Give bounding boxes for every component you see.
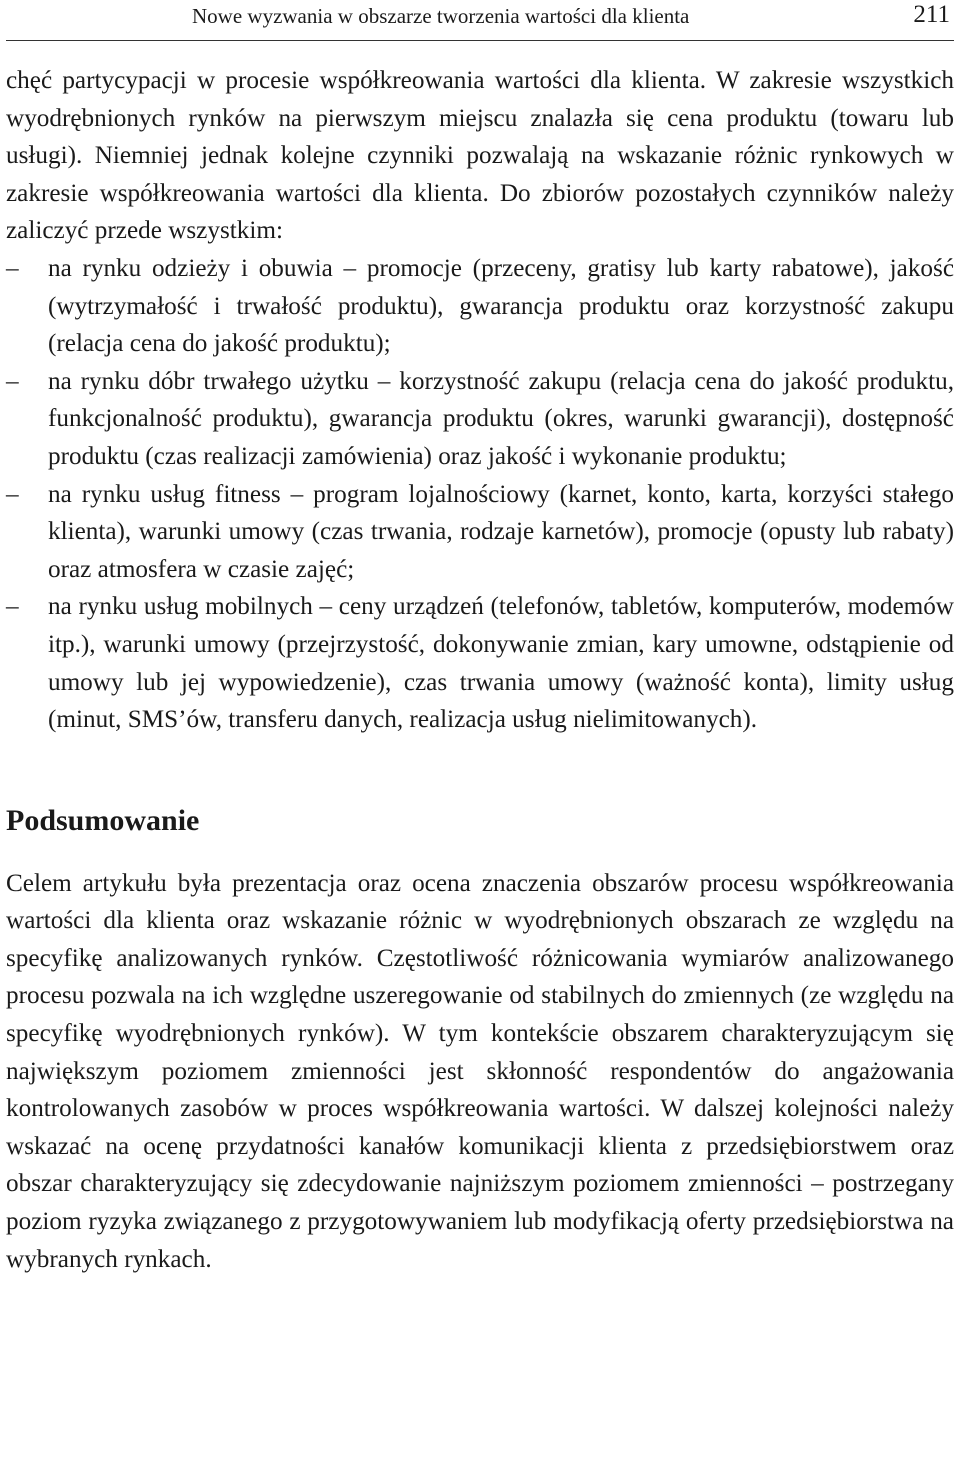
- page-body: [6, 62, 954, 1278]
- list-dash: –: [6, 593, 19, 621]
- list-item-text: na rynku dóbr trwałego użytku – korzystność zakupu (relacja cena do jakość produktu, funkcjonalność produktu), gwarancja produktu (okres, warunki gwarancji), dostępność produktu (czas realizacji zamówienia) oraz jakość i wykonanie produktu;: [48, 367, 954, 470]
- intro-paragraph: chęć partycypacji w procesie współkreowania wartości dla klienta. W zakresie wszystkich wyodrębnionych rynków na pierwszym miejscu znalazła się cena produktu (towaru lub usługi). Niemniej jednak kolejne czynniki pozwalają na wskazanie różnic rynkowych w zakresie współkreowania wartości dla klienta. Do zbiorów pozostałych czynników należy zaliczyć przede wszystkim:: [6, 67, 954, 245]
- summary-paragraph: Celem artykułu była prezentacja oraz ocena znaczenia obszarów procesu współkreowania wartości dla klienta oraz wskazanie różnic w wyodrębnionych obszarach ze względu na specyfikę analizowanych rynków. Częstotliwość różnicowania wymiarów analizowanego procesu pozwala na ich względne uszeregowanie od stabilnych do zmiennych (ze względu na specyfikę wyodrębnionych rynków). W tym kontekście obszarem charakteryzującym się największym poziomem zmienności jest skłonność respondentów do angażowania kontrolowanych zasobów w proces współkreowania wartości. W dalszej kolejności należy wskazać na ocenę przydatności kanałów komunikacji klienta z przedsiębiorstwem oraz obszar charakteryzujący się zdecydowanie najniższym poziomem zmienności – postrzegany poziom ryzyka związanego z przygotowywaniem lub modyfikacją oferty przedsiębiorstwa na wybranych rynkach.: [6, 869, 954, 1273]
- list-item-text: na rynku odzieży i obuwia – promocje (przeceny, gratisy lub karty rabatowe), jakość (wytrzymałość i trwałość produktu), gwarancja produktu oraz korzystność zakupu (relacja cena do jakość produktu);: [48, 254, 954, 358]
- factor-list: [6, 250, 954, 739]
- section-heading: Podsumowanie: [6, 803, 200, 837]
- list-item: [6, 588, 954, 738]
- list-dash: –: [6, 254, 19, 282]
- page-number: 211: [913, 1, 950, 28]
- list-dash: –: [6, 367, 19, 395]
- list-item-text: na rynku usług fitness – program lojalnościowy (karnet, konto, karta, korzyści stałego klienta), warunki umowy (czas trwania, rodzaje karnetów), promocje (opusty lub rabaty) oraz atmosfera w czasie zajęć;: [48, 480, 954, 583]
- list-item: [6, 250, 954, 363]
- running-header: [6, 0, 954, 41]
- list-item-text: na rynku usług mobilnych – ceny urządzeń (telefonów, tabletów, komputerów, modemów itp.), warunki umowy (przejrzystość, dokonywanie zmian, kary umowne, odstąpienie od umowy lub jej wypowiedzenie), czas trwania umowy (ważność konta), limity usług (minut, SMS’ów, transferu danych, realizacja usług nielimitowanych).: [48, 593, 954, 734]
- list-dash: –: [6, 480, 19, 508]
- list-item: [6, 476, 954, 589]
- running-title: Nowe wyzwania w obszarze tworzenia wartości dla klienta: [192, 4, 690, 28]
- list-item: [6, 363, 954, 476]
